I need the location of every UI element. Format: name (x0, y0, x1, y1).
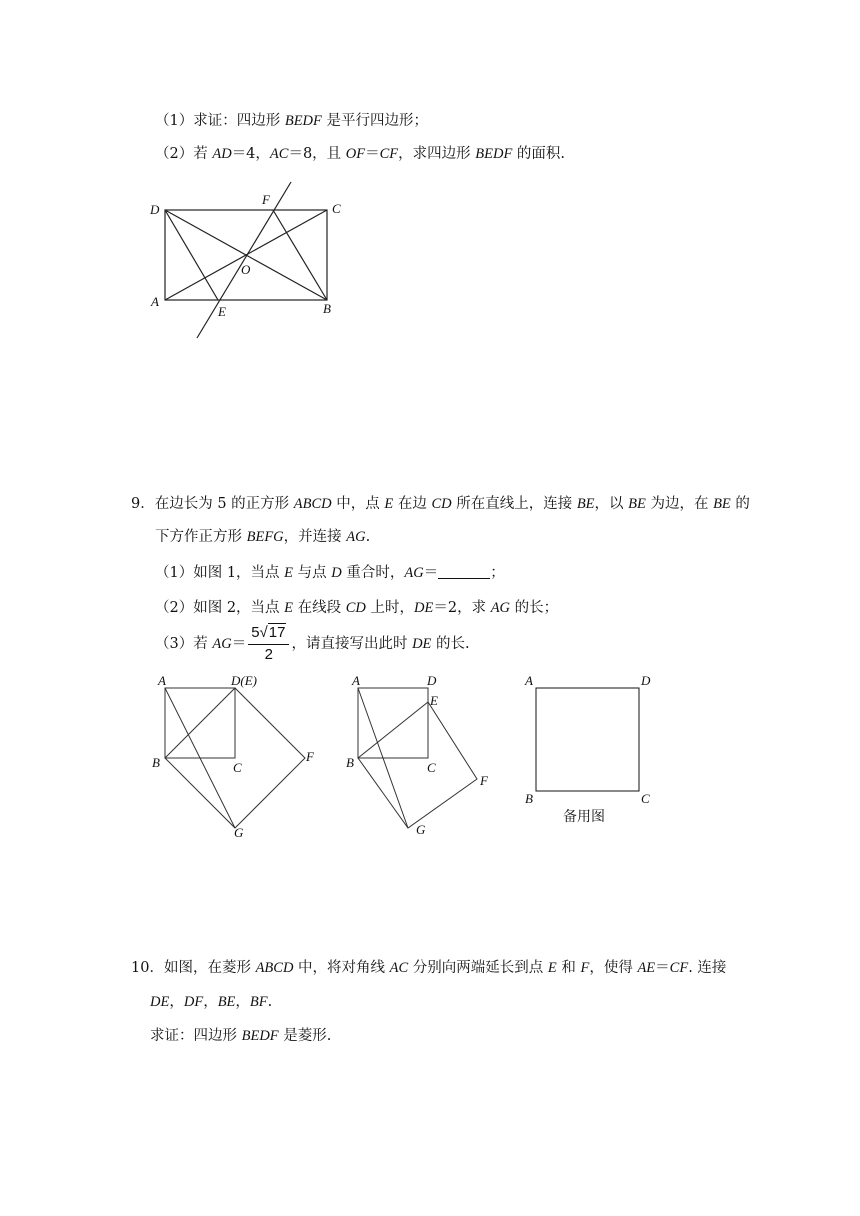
fig2-label-d: D (427, 673, 437, 688)
text: （2）如图 2，当点 (155, 600, 285, 616)
text: （2）若 (155, 146, 213, 162)
text: 中，点 (331, 496, 385, 512)
label-b: B (323, 301, 331, 316)
text: ＝ (365, 146, 380, 162)
q10-line1 (131, 958, 726, 978)
math-var: BEFG (246, 529, 284, 545)
fig3-label-a: A (525, 673, 533, 688)
text: 重合时， (341, 565, 405, 581)
text: 与点 (293, 565, 332, 581)
math-var: E (547, 960, 557, 976)
math-var: E (384, 496, 394, 512)
math-var: ABCD (293, 496, 332, 512)
text: 9．在边长为 5 的正方形 (131, 496, 294, 512)
math-var: AE (637, 960, 656, 976)
fig2-label-f: F (480, 773, 488, 788)
math-var: DF (183, 994, 204, 1010)
math-var: OF (345, 146, 366, 162)
math-var: CF (379, 146, 399, 162)
coefficient: 5 (251, 624, 260, 641)
text: ＝ (231, 636, 247, 652)
fig1-label-a: A (158, 673, 166, 688)
spare-square (536, 688, 639, 791)
math-var: DE (150, 994, 170, 1010)
fig3-label-b: B (525, 791, 533, 806)
text: 的面积. (512, 146, 566, 162)
fraction-denominator: 2 (264, 646, 273, 663)
fig3-label-d: D (641, 673, 651, 688)
math-var: BEDF (241, 1028, 279, 1044)
q10-line2 (150, 992, 272, 1012)
text: ， (235, 994, 250, 1010)
math-var: CD (345, 600, 366, 616)
math-var: BE (713, 496, 731, 512)
text: （1）如图 1，当点 (155, 565, 285, 581)
text: 的长； (510, 600, 559, 616)
math-var: E (284, 565, 294, 581)
math-var: CF (669, 960, 689, 976)
math-var: D (331, 565, 342, 581)
text: ； (490, 565, 505, 581)
text: ，以 (594, 496, 629, 512)
text: 的长. (431, 636, 470, 652)
text: （1）求证：四边形 (155, 113, 285, 129)
text: . (365, 529, 371, 545)
fig2-label-e: E (430, 693, 438, 708)
square-abcd (358, 688, 428, 758)
math-var: AG (346, 529, 366, 545)
text: 在线段 (293, 600, 346, 616)
radicand: 17 (268, 624, 286, 641)
text: ＝ (423, 565, 439, 581)
math-var: CD (431, 496, 452, 512)
fig1-label-c: C (233, 760, 242, 775)
text: 下方作正方形 (155, 529, 247, 545)
text: ＝2，求 (433, 600, 491, 616)
text: ， (203, 994, 218, 1010)
fig1-label-g: G (234, 825, 244, 840)
math-var: AG (212, 636, 232, 652)
math-var: ABCD (255, 960, 294, 976)
fig2-label-b: B (346, 755, 354, 770)
text: ＝4， (231, 146, 270, 162)
text: 求证：四边形 (150, 1028, 242, 1044)
fig1-label-b: B (152, 755, 160, 770)
label-c: C (332, 201, 341, 216)
text: 和 (556, 960, 581, 976)
math-var: E (284, 600, 294, 616)
text: ，使得 (589, 960, 638, 976)
text: ，求四边形 (398, 146, 476, 162)
text: ，请直接写出此时 (291, 636, 413, 652)
math-var: BE (217, 994, 236, 1010)
math-var: AD (212, 146, 232, 162)
text: . 连接 (688, 960, 727, 976)
math-var: AG (404, 565, 424, 581)
label-e: E (218, 304, 226, 319)
label-a: A (151, 294, 159, 309)
math-var: DE (412, 636, 432, 652)
math-var: BE (628, 496, 646, 512)
text: （3）若 (155, 636, 213, 652)
label-o: O (241, 262, 251, 277)
q10-line3 (150, 1026, 331, 1046)
text: ＝ (655, 960, 670, 976)
text: 10．如图，在菱形 (131, 960, 256, 976)
text: 上时， (365, 600, 415, 616)
math-var: DE (414, 600, 434, 616)
text: . (267, 994, 273, 1010)
math-var: AC (269, 146, 289, 162)
fig1-label-f: F (306, 749, 314, 764)
fig3-caption: 备用图 (563, 809, 605, 825)
text: 分别向两端延长到点 (408, 960, 548, 976)
text: 的 (730, 496, 750, 512)
text: ，并连接 (283, 529, 347, 545)
q9-figure2 (358, 688, 477, 828)
math-var: BE (576, 496, 595, 512)
math-var: BEDF (475, 146, 513, 162)
text: 是平行四边形； (321, 113, 428, 129)
math-var: AC (389, 960, 409, 976)
math-var: BEDF (284, 113, 322, 129)
math-var: AG (490, 600, 511, 616)
fraction-numerator: 5√17 (248, 623, 289, 645)
text: 所在直线上，连接 (451, 496, 577, 512)
square-befg (358, 702, 477, 828)
math-var: F (580, 960, 590, 976)
label-f: F (262, 192, 270, 207)
text: 中，将对角线 (293, 960, 390, 976)
math-var: BF (249, 994, 268, 1010)
q9-figure3 (536, 688, 639, 791)
fig2-label-c: C (427, 760, 436, 775)
fig2-label-a: A (352, 673, 360, 688)
fig1-label-de: D(E) (231, 673, 257, 688)
text: 在边 (393, 496, 432, 512)
q9-figure1 (165, 688, 305, 828)
fig2-label-g: G (416, 822, 426, 837)
text: 为边，在 (645, 496, 714, 512)
fig3-label-c: C (641, 791, 650, 806)
text: ， (169, 994, 184, 1010)
text: 是菱形. (278, 1028, 332, 1044)
text: ＝8，且 (288, 146, 346, 162)
label-d: D (150, 202, 160, 217)
